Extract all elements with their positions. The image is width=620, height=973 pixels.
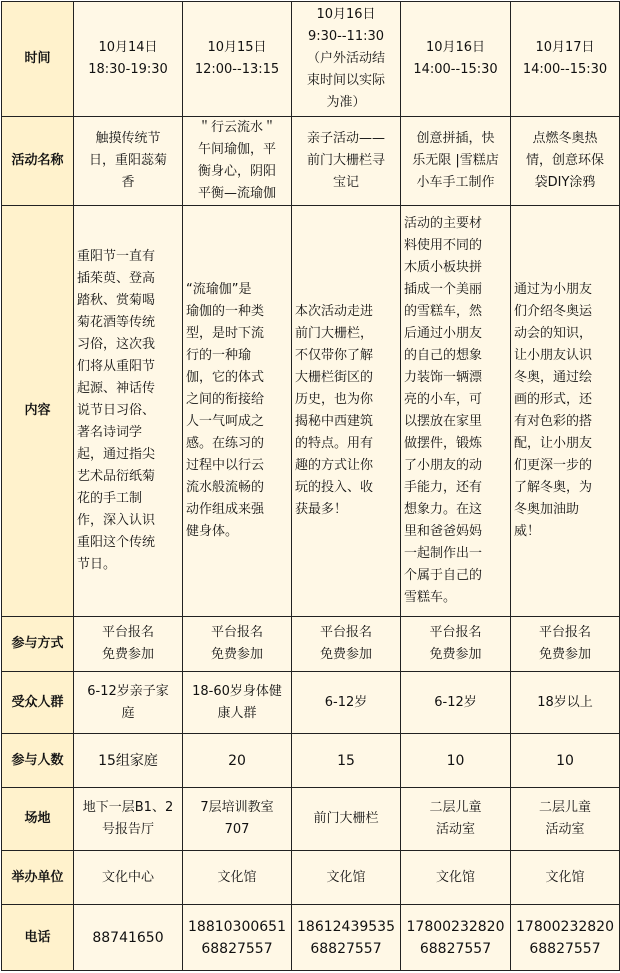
audience-cell <box>74 672 183 734</box>
organizer-cell-line: 文化馆 <box>545 869 585 885</box>
phone-cell-line: 18810300651 <box>188 918 286 935</box>
content-cell-line: 里和爸爸妈妈 <box>404 524 483 539</box>
content-cell-line: 后通过小朋友 <box>404 326 483 341</box>
method-cell-line: 平台报名 <box>429 625 482 640</box>
content-cell-line: 伽，它的体式 <box>186 370 265 385</box>
phone-cell-line: 68827557 <box>201 940 273 957</box>
method-cell-line: 免费参加 <box>429 647 482 662</box>
count-cell-line: 15组家庭 <box>98 752 158 769</box>
audience-cell <box>401 672 511 734</box>
content-cell-line: 料使用不同的 <box>404 238 483 253</box>
table-row-organizer <box>2 851 620 905</box>
content-cell-line: 手能力，还有 <box>404 480 483 495</box>
content-cell-line: 著名诗词学 <box>77 425 143 440</box>
venue-cell-line: 地下一层B1、2 <box>82 800 174 815</box>
phone-cell <box>401 905 511 971</box>
content-cell-line: 力装饰一辆漂 <box>404 370 483 385</box>
phone-cell <box>183 905 292 971</box>
venue-cell-line: 二层儿童 <box>429 800 482 815</box>
count-cell-line: 20 <box>228 752 246 769</box>
time-cell <box>74 2 183 117</box>
content-cell-line: 感。在练习的 <box>186 436 265 451</box>
time-cell-line: 10月16日 <box>425 40 486 55</box>
content-cell-line: 木质小板块拼 <box>404 260 483 275</box>
content-cell-line: 艺术品衍纸菊 <box>77 469 156 484</box>
content-cell-line: 瑜伽的一种类 <box>186 304 265 319</box>
content-cell <box>292 206 401 617</box>
content-cell <box>74 206 183 617</box>
audience-cell-line: 6-12岁 <box>324 694 368 710</box>
method-cell-line: 免费参加 <box>319 647 372 662</box>
content-cell-line: 亮的小车，可 <box>404 392 483 407</box>
count-cell <box>74 734 183 788</box>
table-row-content <box>2 206 620 617</box>
audience-cell <box>511 672 620 734</box>
name-cell-line: 乐无限 |雪糕店 <box>412 153 499 168</box>
venue-cell <box>183 788 292 851</box>
organizer-cell <box>183 851 292 905</box>
table-row-time <box>2 2 620 117</box>
content-cell-line: 重阳这个传统 <box>77 535 156 550</box>
content-cell-line: 冬奥加油助 <box>514 502 580 517</box>
method-cell <box>74 617 183 672</box>
time-cell-line: 10月17日 <box>535 40 595 55</box>
content-cell-line: 的雪糕车，然 <box>404 304 483 319</box>
row-header-method: 参与方式 <box>2 617 74 672</box>
content-cell-line: 雪糕车。 <box>404 590 457 605</box>
name-cell-line: 宝记 <box>332 175 359 190</box>
venue-cell <box>401 788 511 851</box>
time-cell-line: 为准） <box>326 95 366 110</box>
time-cell-line: 18:30-19:30 <box>88 62 168 77</box>
content-cell-line: “流瑜伽”是 <box>186 282 252 297</box>
table-row-phone <box>2 905 620 971</box>
content-cell-line: 威！ <box>514 524 541 539</box>
time-cell <box>183 2 292 117</box>
method-cell <box>292 617 401 672</box>
content-cell-line: 重阳节一直有 <box>77 249 156 264</box>
content-cell-line: 动作组成来强 <box>186 502 265 517</box>
content-cell-line: 画的形式，还 <box>514 392 593 407</box>
content-cell-line: 的自己的想象 <box>404 348 483 363</box>
venue-cell-line: 活动室 <box>435 822 475 837</box>
method-cell <box>511 617 620 672</box>
audience-cell <box>292 672 401 734</box>
row-header-phone: 电话 <box>2 905 74 971</box>
time-cell-line: 10月15日 <box>207 40 267 55</box>
content-cell-line: 个属于自己的 <box>404 568 483 583</box>
count-cell <box>292 734 401 788</box>
content-cell-line: 获最多！ <box>295 502 348 517</box>
phone-cell <box>74 905 183 971</box>
time-cell-line: 10月16日 <box>316 7 376 22</box>
audience-cell <box>183 672 292 734</box>
venue-cell-line: 前门大栅栏 <box>313 811 379 826</box>
time-cell-line: 14:00--15:30 <box>413 62 498 77</box>
audience-cell-line: 18-60岁身体健 <box>192 683 282 699</box>
content-cell-line: 起源、神话传 <box>77 381 156 396</box>
method-cell <box>183 617 292 672</box>
time-cell-line: 12:00--13:15 <box>194 62 280 77</box>
phone-cell-line: 68827557 <box>529 940 601 957</box>
time-cell <box>401 2 511 117</box>
content-cell-line: 行的一种瑜 <box>186 348 252 363</box>
name-cell-line: 前门大栅栏寻 <box>306 153 385 168</box>
content-cell-line: 习俗，这次我 <box>77 337 156 352</box>
activity-schedule-table <box>1 1 620 971</box>
content-cell-line: 让小朋友认识 <box>514 348 593 363</box>
phone-cell <box>511 905 620 971</box>
table-row-method <box>2 617 620 672</box>
name-cell-line: 日，重阳蕊菊 <box>88 153 167 168</box>
content-cell-line: 活动的主要材 <box>404 216 483 231</box>
row-header-organizer: 举办单位 <box>2 851 74 905</box>
table-row-venue <box>2 788 620 851</box>
name-cell-line: 创意拼插，快 <box>416 131 495 146</box>
organizer-cell-line: 文化馆 <box>435 869 475 885</box>
content-cell-line: 健身体。 <box>186 524 239 539</box>
table-row-audience <box>2 672 620 734</box>
name-cell <box>511 117 620 206</box>
method-cell-line: 免费参加 <box>101 647 154 662</box>
content-cell-line: 起，通过指尖 <box>77 447 156 462</box>
time-cell-line: 9:30--11:30 <box>307 29 385 44</box>
content-cell-line: 玩的投入、收 <box>295 480 374 495</box>
content-cell-line: 插成一个美丽 <box>404 282 483 297</box>
method-cell <box>401 617 511 672</box>
content-cell-line: 揭秘中西建筑 <box>295 414 374 429</box>
phone-cell-line: 18612439535 <box>297 918 395 935</box>
audience-cell-line: 6-12岁 <box>434 694 477 710</box>
content-cell <box>511 206 620 617</box>
organizer-cell <box>401 851 511 905</box>
audience-cell-line: 庭 <box>121 705 135 721</box>
content-cell-line: 说节日习俗、 <box>77 403 156 418</box>
name-cell-line: ＂行云流水＂ <box>197 120 276 135</box>
name-cell-line: 情，创意环保 <box>525 153 604 168</box>
count-cell-line: 15 <box>337 752 355 769</box>
count-cell-line: 10 <box>446 752 465 769</box>
organizer-cell <box>511 851 620 905</box>
time-cell <box>511 2 620 117</box>
name-cell-line: 亲子活动—— <box>306 131 385 146</box>
content-cell-line: 流水般流畅的 <box>186 480 265 495</box>
content-cell <box>401 206 511 617</box>
content-cell-line: 想象力。在这 <box>404 502 483 517</box>
row-header-audience: 受众人群 <box>2 672 74 734</box>
time-cell-line: 束时间以实际 <box>306 73 385 88</box>
content-cell-line: 花的手工制 <box>77 491 143 506</box>
content-cell-line: 们介绍冬奥运 <box>514 304 593 319</box>
content-cell-line: 以摆放在家里 <box>404 414 483 429</box>
phone-cell-line: 68827557 <box>419 940 492 957</box>
content-cell-line: 们更深一步的 <box>514 458 593 473</box>
name-cell <box>292 117 401 206</box>
content-cell <box>183 206 292 617</box>
time-cell <box>292 2 401 117</box>
content-cell-line: 冬奥，通过绘 <box>514 370 593 385</box>
count-cell-line: 10 <box>556 752 574 769</box>
content-cell-line: 动会的知识， <box>514 326 593 341</box>
name-cell-line: 衡身心，阴阳 <box>197 164 276 179</box>
venue-cell-line: 707 <box>224 822 250 837</box>
name-cell-line: 香 <box>121 175 135 190</box>
audience-cell-line: 18岁以上 <box>537 694 593 710</box>
content-cell-line: 插茱萸、登高 <box>77 271 156 286</box>
content-cell-line: 菊花酒等传统 <box>77 315 156 330</box>
venue-cell <box>511 788 620 851</box>
content-cell-line: 节日。 <box>77 557 117 572</box>
venue-cell <box>74 788 183 851</box>
content-cell-line: 做摆件，锻炼 <box>404 436 483 451</box>
name-cell-line: 点燃冬奥热 <box>532 131 598 146</box>
content-cell-line: 了小朋友的动 <box>404 458 483 473</box>
content-cell-line: 过程中以行云 <box>186 458 265 473</box>
content-cell-line: 型，是时下流 <box>186 326 265 341</box>
content-cell-line: 本次活动走进 <box>295 304 374 319</box>
row-header-time: 时间 <box>2 2 74 117</box>
organizer-cell <box>292 851 401 905</box>
content-cell-line: 历史，也为你 <box>295 392 374 407</box>
organizer-cell-line: 文化中心 <box>101 869 154 885</box>
phone-cell-line: 68827557 <box>310 940 382 957</box>
name-cell <box>74 117 183 206</box>
method-cell-line: 平台报名 <box>319 625 372 640</box>
content-cell-line: 配，让小朋友 <box>514 436 593 451</box>
phone-cell-line: 88741650 <box>92 929 164 946</box>
organizer-cell-line: 文化馆 <box>326 869 366 885</box>
phone-cell-line: 17800232820 <box>516 918 614 935</box>
count-cell <box>401 734 511 788</box>
content-cell-line: 通过为小朋友 <box>514 282 593 297</box>
content-cell-line: 大栅栏街区的 <box>295 370 374 385</box>
content-cell-line: 人一气呵成之 <box>186 414 265 429</box>
name-cell-line: 午间瑜伽，平 <box>197 142 276 157</box>
content-cell-line: 之间的衔接给 <box>186 392 265 407</box>
table-row-name <box>2 117 620 206</box>
content-cell-line: 一起制作出一 <box>404 546 483 561</box>
method-cell-line: 免费参加 <box>538 647 591 662</box>
count-cell <box>183 734 292 788</box>
content-cell-line: 们将从重阳节 <box>77 359 156 374</box>
method-cell-line: 平台报名 <box>101 625 154 640</box>
content-cell-line: 有对色彩的搭 <box>514 414 593 429</box>
name-cell <box>183 117 292 206</box>
name-cell-line: 小车手工制作 <box>416 175 495 190</box>
content-cell-line: 的特点。用有 <box>295 436 374 451</box>
content-cell-line: 作，深入认识 <box>77 513 156 528</box>
row-header-count: 参与人数 <box>2 734 74 788</box>
phone-cell <box>292 905 401 971</box>
time-cell-line: 10月14日 <box>98 40 158 55</box>
count-cell <box>511 734 620 788</box>
name-cell-line: 触摸传统节 <box>95 131 161 146</box>
audience-cell-line: 6-12岁亲子家 <box>87 683 169 699</box>
phone-cell-line: 17800232820 <box>406 918 505 935</box>
table-row-count <box>2 734 620 788</box>
organizer-cell <box>74 851 183 905</box>
time-cell-line: 14:00--15:30 <box>522 62 608 77</box>
audience-cell-line: 康人群 <box>217 705 257 721</box>
name-cell-line: 平衡—流瑜伽 <box>197 186 276 201</box>
content-cell-line: 不仅带你了解 <box>295 348 374 363</box>
method-cell-line: 平台报名 <box>538 625 591 640</box>
time-cell-line: （户外活动结 <box>306 51 385 66</box>
content-cell-line: 了解冬奥，为 <box>514 480 593 495</box>
venue-cell-line: 7层培训教室 <box>200 800 274 815</box>
venue-cell-line: 号报告厅 <box>101 822 154 837</box>
venue-cell-line: 活动室 <box>545 822 585 837</box>
row-header-content: 内容 <box>2 206 74 617</box>
row-header-name: 活动名称 <box>2 117 74 206</box>
venue-cell-line: 二层儿童 <box>538 800 591 815</box>
content-cell-line: 趣的方式让你 <box>295 458 374 473</box>
organizer-cell-line: 文化馆 <box>217 869 257 885</box>
content-cell-line: 踏秋、赏菊喝 <box>77 293 156 308</box>
name-cell <box>401 117 511 206</box>
name-cell-line: 袋DIY涂鸦 <box>534 175 596 190</box>
row-header-venue: 场地 <box>2 788 74 851</box>
method-cell-line: 平台报名 <box>210 625 263 640</box>
venue-cell <box>292 788 401 851</box>
method-cell-line: 免费参加 <box>210 647 263 662</box>
content-cell-line: 前门大栅栏， <box>295 326 374 341</box>
